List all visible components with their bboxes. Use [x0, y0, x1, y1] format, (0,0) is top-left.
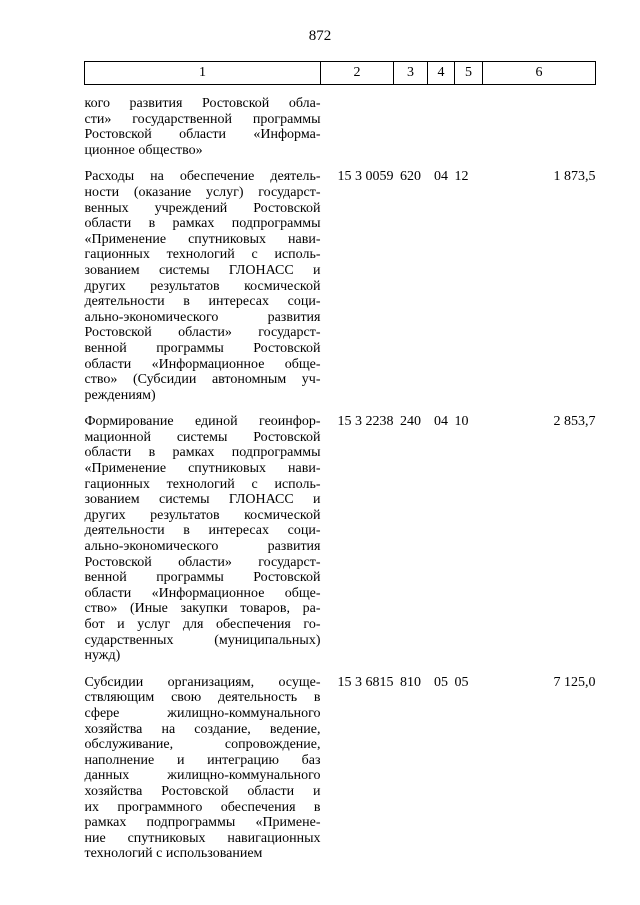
description-line: области «Информационное обще- — [84, 585, 321, 601]
description-line: Субсидии организациям, осуще- — [84, 674, 321, 690]
description-line: области в рамках подпрограммы — [84, 445, 321, 461]
table-row — [85, 675, 596, 862]
row-target-code: 15 3 2238 — [337, 414, 394, 430]
row-description — [85, 675, 321, 862]
row-target-code: 15 3 6815 — [337, 674, 394, 690]
description-line: венной программы Ростовской — [84, 570, 321, 586]
description-line: ствляющим свою деятельность в — [84, 690, 321, 706]
description-line: деятельности в интересах соци- — [84, 294, 321, 310]
row-section: 04 — [434, 169, 448, 185]
description-line: ние спутниковых навигационных — [84, 830, 321, 846]
header-col-3: 3 — [394, 62, 428, 85]
description-line: Ростовской области «Информа- — [84, 127, 321, 143]
row-expense-type: 240 — [400, 414, 421, 430]
header-col-1: 1 — [85, 62, 321, 85]
row-section: 04 — [434, 414, 448, 430]
table-body — [85, 85, 596, 862]
description-line: Ростовской области» государст- — [84, 325, 321, 341]
row-target-code: 15 3 0059 — [337, 169, 394, 185]
description-line: «Применение спутниковых нави- — [84, 231, 321, 247]
description-line: нужд) — [84, 648, 121, 664]
description-line: Формирование единой геоинфор- — [84, 414, 321, 430]
spacer-row — [85, 403, 596, 414]
row-amount: 2 853,7 — [553, 414, 596, 430]
description-line: гационных технологий с исполь- — [84, 476, 321, 492]
row-description — [85, 169, 321, 403]
description-line: их программного обеспечения в — [84, 799, 321, 815]
description-line: Расходы на обеспечение деятель- — [84, 169, 321, 185]
description-line: гационных технологий с исполь- — [84, 247, 321, 263]
row-amount — [483, 96, 596, 158]
row-subsection: 05 — [454, 674, 469, 690]
description-line: венной программы Ростовской — [84, 340, 321, 356]
row-expense-type — [394, 96, 428, 158]
row-section — [428, 96, 455, 158]
table-row — [85, 169, 596, 403]
description-line: сфере жилищно-коммунального — [84, 705, 321, 721]
description-line: ционное общество» — [84, 142, 203, 158]
description-line: мационной системы Ростовской — [84, 429, 321, 445]
description-line: деятельности в интересах соци- — [84, 523, 321, 539]
spacer-row — [85, 664, 596, 675]
description-line: ности (оказание услуг) государст- — [84, 184, 321, 200]
description-line: ство» (Иные закупки товаров, ра- — [84, 601, 321, 617]
header-row — [85, 62, 596, 85]
description-line: других результатов космической — [84, 278, 321, 294]
header-col-5: 5 — [455, 62, 483, 85]
row-expense-type: 810 — [400, 674, 421, 690]
header-col-2: 2 — [321, 62, 394, 85]
row-amount: 7 125,0 — [553, 674, 596, 690]
spacer-row — [85, 158, 596, 169]
description-line: ально-экономического развития — [84, 539, 321, 555]
budget-table — [84, 61, 596, 862]
description-line: реждениям) — [84, 387, 156, 403]
row-expense-type: 620 — [400, 169, 421, 185]
row-description — [85, 414, 321, 664]
description-line: обслуживание, сопровождение, — [84, 737, 321, 753]
description-line: бот и услуг для обеспечения го- — [84, 617, 321, 632]
description-line: сти» государственной программы — [84, 111, 321, 127]
description-line: ство» (Субсидии автономным уч- — [84, 372, 321, 388]
row-subsection: 12 — [454, 169, 469, 185]
description-line: других результатов космической — [84, 507, 321, 523]
header-col-4: 4 — [428, 62, 455, 85]
row-amount: 1 873,5 — [553, 169, 596, 185]
row-description — [85, 96, 321, 158]
description-line: области в рамках подпрограммы — [84, 216, 321, 232]
table-row — [85, 414, 596, 664]
description-line: хозяйства Ростовской области и — [84, 783, 321, 799]
spacer-row — [85, 85, 596, 97]
header-col-6: 6 — [483, 62, 596, 85]
page-number: 872 — [308, 28, 332, 44]
row-subsection — [455, 96, 483, 158]
row-target-code — [321, 96, 394, 158]
description-line: наполнение и интеграцию баз — [84, 752, 321, 768]
description-line: области «Информационное обще- — [84, 356, 321, 372]
description-line: данных жилищно-коммунального — [84, 768, 321, 784]
row-section: 05 — [434, 674, 448, 690]
description-line: венных учреждений Ростовской — [84, 200, 321, 216]
row-subsection: 10 — [454, 414, 469, 430]
description-line: Ростовской области» государст- — [84, 554, 321, 570]
description-line: хозяйства на создание, ведение, — [84, 721, 321, 737]
description-line: рамках подпрограммы «Примене- — [84, 815, 321, 831]
description-line: зованием системы ГЛОНАСС и — [84, 492, 321, 508]
table-row — [85, 96, 596, 158]
description-line: «Применение спутниковых нави- — [84, 461, 321, 477]
description-line: ально-экономического развития — [84, 309, 321, 325]
description-line: сударственных (муниципальных) — [84, 632, 321, 648]
description-line: зованием системы ГЛОНАСС и — [84, 262, 321, 278]
description-line: кого развития Ростовской обла- — [84, 96, 321, 111]
description-line: технологий с использованием — [84, 846, 263, 862]
